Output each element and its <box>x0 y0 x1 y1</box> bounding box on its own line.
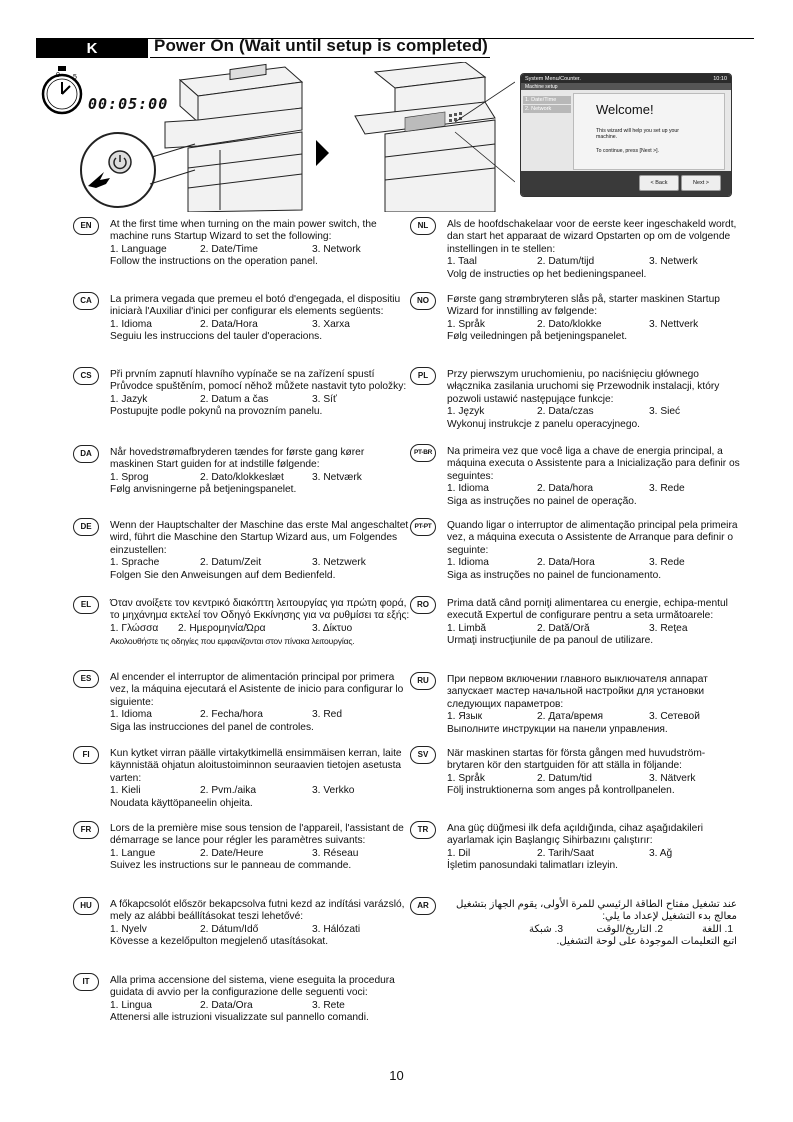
entry-footer: Siga as instruções no painel de funcionamento. <box>447 569 662 581</box>
panel-menu-title: System Menu/Counter. <box>525 75 581 82</box>
lang-badge: IT <box>73 973 99 991</box>
mfp-power-illustration <box>70 62 310 212</box>
entry-text: Při prvním zapnutí hlavního vypínače se na zařízení spustí Průvodce spuštěním, pomocí něhož můžete nastavit tyto položky: <box>110 369 407 393</box>
entry-ca <box>80 294 410 344</box>
entry-footer: Follow the instructions on the operation panel. <box>110 256 318 268</box>
entry-tr <box>417 823 742 873</box>
entry-footer: Siga las instrucciones del panel de controles. <box>110 721 314 733</box>
entry-text: Quando ligar o interruptor de alimentação principal pela primeira vez, a máquina executa o Assistente de Arranque para definir o seguinte: <box>447 520 738 556</box>
entry-es <box>80 672 410 734</box>
welcome-screen <box>520 73 732 197</box>
entry-hu <box>80 899 410 949</box>
entry-text: När maskinen startas för första gången med huvudström-brytaren kör den startguiden för att ställa in följande: <box>447 748 706 772</box>
panel-content <box>573 93 725 170</box>
lang-badge: HU <box>73 897 99 915</box>
lang-badge: EL <box>73 596 99 614</box>
lang-badge: FR <box>73 821 99 839</box>
panel-subheader: Machine setup <box>521 83 731 90</box>
timer-readout: 00:05:00 <box>88 95 169 113</box>
panel-step-list <box>523 96 571 114</box>
lang-badge: CA <box>73 292 99 310</box>
page-number: 10 <box>389 1068 404 1083</box>
entry-options: 1. Idioma 2. Data/Hora 3. Xarxa <box>110 318 350 330</box>
entry-options: 1. Idioma 2. Fecha/hora 3. Red <box>110 709 343 721</box>
lang-badge: DE <box>73 518 99 536</box>
entry-text: At the first time when turning on the main power switch, the machine runs Startup Wizard to set the following: <box>110 219 377 243</box>
entry-text: Alla prima accensione del sistema, viene eseguita la procedura guidata di avvio per la configurazione delle seguenti voci: <box>110 975 395 999</box>
entry-options: 1. Language 2. Date/Time 3. Network <box>110 243 361 255</box>
entry-footer: Noudata käyttöpaneelin ohjeita. <box>110 797 253 809</box>
stopwatch-mark-5: 5 <box>73 74 77 81</box>
entry-options: 1. Kieli 2. Pvm./aika 3. Verkko <box>110 785 355 797</box>
panel-button-bar <box>521 171 731 196</box>
entry-options: 1. Język 2. Data/czas 3. Sieć <box>447 406 681 418</box>
entry-fi <box>82 748 410 810</box>
entry-footer: Folgen Sie den Anweisungen auf dem Bedienfeld. <box>110 569 336 581</box>
entry-footer: Siga as instruções no painel de operação. <box>447 495 637 507</box>
entry-options: 1. Sprache 2. Datum/Zeit 3. Netzwerk <box>110 557 366 569</box>
mfp-panel-illustration <box>345 62 515 212</box>
panel-step-item: 1. Date/Time <box>523 96 571 104</box>
stopwatch-mark-0: 0 <box>56 72 60 79</box>
entry-footer: Urmaţi instrucţiunile de pa panoul de utilizare. <box>447 635 654 647</box>
lang-badge: NO <box>410 292 436 310</box>
entry-options: 1. Språk 2. Datum/tid 3. Nätverk <box>447 772 696 784</box>
entry-footer: Følg anvisningerne på betjeningspanelet. <box>110 484 297 496</box>
lang-badge: SV <box>410 746 436 764</box>
continue-message: To continue, press [Next >]. <box>596 148 660 154</box>
entry-text: Όταν ανοίξετε τον κεντρικό διακόπτη λειτουργίας για πρώτη φορά, το μηχάνημα εκτελεί τον Οδηγό Εκκίνησης για να ρυθμίσει τα εξής: <box>110 598 410 622</box>
entry-pl <box>417 369 742 431</box>
entry-pt-pt <box>414 520 742 582</box>
entry-options: 1. Langue 2. Date/Heure 3. Réseau <box>110 847 359 859</box>
lang-badge: RO <box>410 596 436 614</box>
lang-badge: NL <box>410 217 436 235</box>
entry-footer: Suivez les instructions sur le panneau de commande. <box>110 860 352 872</box>
entry-sv <box>417 748 742 798</box>
lang-badge: DA <box>73 445 99 463</box>
entry-nl <box>417 219 742 281</box>
lang-badge: RU <box>410 672 436 690</box>
entry-no <box>417 294 742 344</box>
entry-footer: Выполните инструкции на панели управления. <box>447 723 668 735</box>
entry-footer: Följ instruktionerna som anges på kontrollpanelen. <box>447 785 675 797</box>
panel-status-bar <box>521 74 731 83</box>
entry-options: 1. Язык 2. Дата/время 3. Сетевой <box>447 711 700 723</box>
entry-options: 1. Limbă 2. Dată/Oră 3. Reţea <box>447 622 688 634</box>
entry-text: Lors de la première mise sous tension de l'appareil, l'assistant de démarrage se lance pour régler les paramètres suivants: <box>110 823 404 847</box>
entry-text: Przy pierwszym uruchomieniu, po naciśnięciu głównego włącznika zasilania uruchomi się Przewodnik instalacji, który pozwoli ustawić następujące funkcje: <box>447 369 720 405</box>
entry-en <box>80 219 410 269</box>
entry-text: Første gang strømbryteren slås på, starter maskinen Startup Wizard for innstilling av følgende: <box>447 294 720 318</box>
entry-options: 1. Jazyk 2. Datum a čas 3. Síť <box>110 393 337 405</box>
lang-badge: FI <box>73 746 99 764</box>
entry-footer: Seguiu les instruccions del tauler d'operacions. <box>110 331 323 343</box>
entry-options: 1. Γλώσσα 2. Ημερομηνία/Ώρα 3. Δίκτυο <box>110 622 353 634</box>
entry-text: A főkapcsolót először bekapcsolva futni kezd az indítási varázsló, mely az alábbi beállításokat teszi lehetővé: <box>110 899 405 923</box>
entry-text: Ana güç düğmesi ilk defa açıldığında, cihaz aşağıdakileri ayarlamak için Başlangıç Sihirbazını çalıştırır: <box>447 823 703 847</box>
next-arrow-icon <box>316 140 329 166</box>
entry-text: La primera vegada que premeu el botó d'engegada, el dispositiu iniciarà l'Auxiliar d'inici per configurar els elements següents: <box>110 294 401 318</box>
lang-badge: PT-PT <box>410 518 436 536</box>
lang-badge: AR <box>410 897 436 915</box>
entry-footer: Kövesse a kezelőpulton megjelenő utasításokat. <box>110 936 329 948</box>
entry-pt-br <box>413 446 742 508</box>
entry-text: Als de hoofdschakelaar voor de eerste keer ingeschakeld wordt, dan start het apparaat de wizard Opstarten op om de volgende instellingen in te stellen: <box>447 219 737 255</box>
entry-footer: Volg de instructies op het bedieningspaneel. <box>447 268 647 280</box>
entry-options: 1. Sprog 2. Dato/klokkeslæt 3. Netværk <box>110 471 362 483</box>
entry-text: Wenn der Hauptschalter der Maschine das erste Mal angeschaltet wird, führt die Maschine den Startup Wizard aus, um Folgendes einzustellen: <box>110 520 409 556</box>
lang-badge: CS <box>73 367 99 385</box>
title-underline <box>150 57 490 58</box>
entry-options: 1. Lingua 2. Data/Ora 3. Rete <box>110 999 345 1011</box>
entry-footer: Ακολουθήστε τις οδηγίες που εμφανίζονται στον πίνακα λειτουργίας. <box>110 636 355 647</box>
lang-badge: EN <box>73 217 99 235</box>
back-button[interactable]: < Back <box>639 175 679 191</box>
panel-step-item: 2. Network <box>523 105 571 113</box>
entry-ar <box>417 899 737 949</box>
entry-footer: Følg veiledningen på betjeningspanelet. <box>447 331 628 343</box>
next-button[interactable]: Next > <box>681 175 721 191</box>
entry-footer: Attenersi alle istruzioni visualizzate sul pannello comandi. <box>110 1012 369 1024</box>
entry-ru <box>417 674 742 736</box>
page-title: Power On (Wait until setup is completed) <box>154 36 488 55</box>
lang-badge: PT-BR <box>410 444 436 462</box>
entry-ro <box>417 598 742 648</box>
entry-options: 1. Språk 2. Dato/klokke 3. Nettverk <box>447 318 699 330</box>
entry-da <box>80 447 410 497</box>
entry-options: 1. Dil 2. Tarih/Saat 3. Ağ <box>447 847 673 859</box>
welcome-heading: Welcome! <box>596 102 654 117</box>
entry-cs <box>80 369 410 419</box>
lang-badge: TR <box>410 821 436 839</box>
entry-footer: Postupujte podle pokynů na provozním panelu. <box>110 406 323 418</box>
panel-clock: 10:10 <box>713 75 727 82</box>
entry-text: Na primeira vez que você liga a chave de energia principal, a máquina executa o Assistente para a Inicialização para definir os seguintes: <box>447 446 740 482</box>
entry-it <box>82 975 410 1025</box>
entry-options: 1. اللغة 2. التاريخ/الوقت 3. شبكة <box>528 923 733 935</box>
entry-text: При первом включении главного выключателя аппарат запускает мастер начальной настройки для установки следующих параметров: <box>447 674 708 710</box>
entry-fr <box>80 823 410 873</box>
lang-badge: ES <box>73 670 99 688</box>
entry-options: 1. Nyelv 2. Dátum/Idő 3. Hálózati <box>110 923 361 935</box>
step-label: K <box>36 38 148 58</box>
entry-text: Når hovedstrømafbryderen tændes for første gang kører maskinen Start guiden for at indstille følgende: <box>110 447 365 471</box>
entry-options: 1. Idioma 2. Data/Hora 3. Rede <box>447 557 685 569</box>
entry-text: Al encender el interruptor de alimentación principal por primera vez, la máquina ejecutará el Asistente de inicio para configurar lo siguiente: <box>110 672 404 708</box>
entry-footer: Wykonuj instrukcje z panelu operacyjnego. <box>447 418 641 430</box>
entry-text: عند تشغيل مفتاح الطاقة الرئيسي للمرة الأولى، يقوم الجهاز بتشغيل معالج بدء التشغيل لإعداد ما يلي: <box>456 899 737 923</box>
welcome-message: This wizard will help you set up your machine. <box>596 128 680 140</box>
entry-el <box>80 598 410 648</box>
entry-text: Prima dată când porniţi alimentarea cu energie, echipa-mentul execută Expertul de configurare pentru a seta urmǎtoarele: <box>447 598 728 622</box>
entry-text: Kun kytket virran päälle virtakytkimellä ensimmäisen kerran, laite käynnistää ohjatun aloitustoiminnon seuraavien tietojen asetusta varten: <box>110 748 402 784</box>
lang-badge: PL <box>410 367 436 385</box>
entry-options: 1. Taal 2. Datum/tijd 3. Netwerk <box>447 256 698 268</box>
entry-footer: اتبع التعليمات الموجودة على لوحة التشغيل. <box>556 936 737 948</box>
entry-de <box>80 520 410 582</box>
entry-options: 1. Idioma 2. Data/hora 3. Rede <box>447 483 685 495</box>
entry-footer: İşletim panosundaki talimatları izleyin. <box>447 860 618 872</box>
